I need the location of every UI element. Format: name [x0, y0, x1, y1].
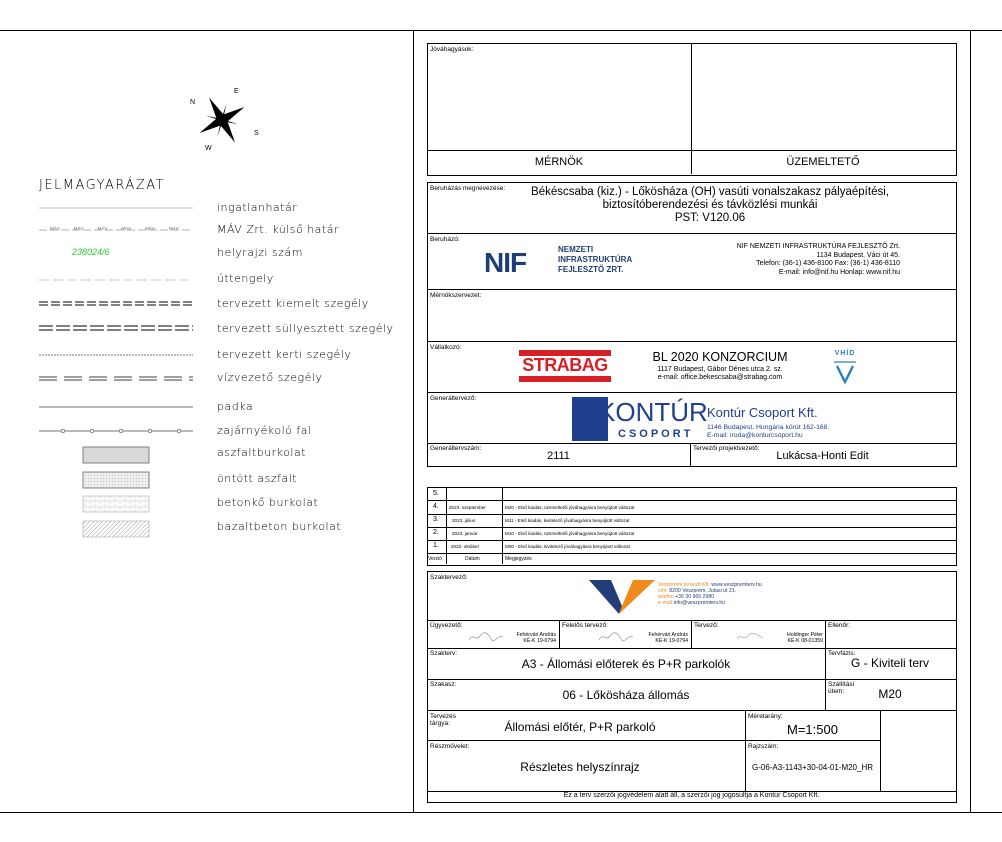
divider	[691, 43, 692, 174]
sheet-border-bottom	[0, 812, 1002, 813]
nif-logo: NIF	[484, 247, 527, 278]
strabag-logo	[519, 350, 611, 382]
investor-contact	[700, 243, 900, 277]
delivery-label-2: ütem:	[828, 688, 845, 695]
legend-item: tervezett kerti szegély	[217, 348, 352, 361]
specialist-contact	[658, 582, 762, 606]
sheet-border-right	[970, 30, 971, 812]
signer-role: Tervező:	[694, 622, 719, 629]
scale-label: Méretarány:	[748, 713, 783, 720]
legend-item: betonkő burkolat	[217, 496, 319, 509]
vhid-logo-icon	[834, 360, 856, 384]
rev-num: 5.	[433, 490, 439, 497]
signature-icon	[598, 630, 634, 644]
divider	[427, 740, 881, 741]
legend-symbols	[0, 0, 413, 560]
subject-label-1: Tervezés	[430, 713, 457, 720]
mav-tag: MÁV	[97, 226, 108, 231]
compass-e: E	[234, 88, 239, 95]
divider	[427, 341, 956, 342]
legend-title: JELMAGYARÁZAT	[39, 178, 166, 193]
nif-logo-text	[558, 245, 632, 275]
signer-name: Holdinger Péter	[786, 632, 823, 638]
nif-logo-line: NEMZETI	[558, 245, 594, 254]
contractor-email: e-mail: office.bekescsaba@strabag.com	[657, 374, 783, 381]
project-title-1: Békéscsaba (kiz.) - Lőkösháza (OH) vasúti vonalszakasz pályaépítési,	[531, 186, 889, 198]
contractor-label: Vállalkozó:	[430, 344, 462, 351]
contractor-address: 1117 Budapest, Gábor Dénes utca 2. sz.	[657, 366, 783, 373]
investor-label: Beruházó:	[430, 236, 460, 243]
rev-date: 2023. szeptember	[449, 505, 486, 510]
divider	[427, 648, 956, 649]
legend-item: helyrajzi szám	[217, 246, 303, 259]
divider	[446, 487, 447, 564]
vhid-logo-text: VHÍD	[834, 350, 856, 357]
rev-desc: M00 - Első kiadás, kivitelező jóváhagyásra benyújtott változat	[505, 544, 630, 549]
signer-id: KÉ-K 19-0794	[523, 638, 556, 644]
compass-w: W	[205, 145, 212, 152]
divider	[502, 487, 503, 564]
legend-item: öntött aszfalt	[217, 472, 298, 485]
section-label: Szakasz:	[430, 681, 457, 688]
divider	[427, 553, 956, 554]
divider	[691, 620, 692, 648]
rev-date: 2022. október	[451, 544, 480, 549]
nif-logo-line: INFRASTRUKTÚRA	[558, 255, 633, 264]
kontur-address: 1146 Budapest, Hungária körút 162-168.	[707, 424, 830, 431]
contractor-name: BL 2020 KONZORCIUM	[652, 350, 788, 364]
project-manager-label: Tervezői projektvezető:	[693, 445, 760, 452]
legend-item: úttengely	[217, 272, 274, 285]
specialist-addr-label: cím:	[658, 588, 668, 594]
part: Részletes helyszínrajz	[520, 760, 640, 774]
legend-item: tervezett süllyesztett szegély	[217, 322, 394, 335]
divider	[427, 392, 956, 393]
mav-tag: MÁV	[121, 226, 132, 231]
project-title-3: PST: V120.06	[674, 212, 746, 224]
section: 06 - Lőkösháza állomás	[562, 688, 690, 702]
rev-num: 2.	[433, 529, 439, 536]
phase-label: Tervfázis:	[828, 650, 856, 657]
specialist-email-label: e-mail	[658, 600, 673, 606]
contract-no-label: Generáltervszám:	[430, 445, 482, 452]
specialist-company: Veszprémi tervező Kft.	[658, 582, 710, 588]
copyright-note: Ez a terv szerzői jogvédelem alatt áll, a szerzői jog jogosultja a Kontúr Csoport Kft.	[563, 792, 820, 799]
specialist-email: info@veszpremterv.hu	[673, 600, 726, 606]
legend-item: MÁV Zrt. külső határ	[217, 223, 340, 236]
divider	[427, 710, 956, 711]
general-designer-label: Generáltervező:	[430, 395, 477, 402]
investor-line: E-mail: info@nif.hu Honlap: www.nif.hu	[778, 268, 900, 276]
divider	[427, 233, 956, 234]
legend-item: vízvezető szegély	[217, 371, 323, 384]
approvals-label: Jóváhagyások:	[430, 46, 474, 53]
mav-tag: MÁV	[50, 226, 60, 231]
divider	[427, 679, 956, 680]
contract-no: 2111	[547, 450, 570, 462]
project-manager: Lukácsa-Honti Edit	[776, 450, 869, 462]
discipline: A3 - Állomási előterek és P+R parkolók	[521, 657, 731, 671]
divider	[427, 540, 956, 541]
investor-line: Telefon: (36-1) 436-8100 Fax: (36-1) 436-8110	[756, 260, 900, 267]
engineer-label: Mérnökszervezet:	[430, 292, 482, 299]
subject: Állomási előtér, P+R parkoló	[504, 720, 656, 734]
legend-item: aszfaltburkolat	[217, 446, 307, 459]
part-label: Részművelet:	[430, 743, 470, 750]
drawing-no-label: Rajzszám:	[748, 743, 779, 750]
rev-num: 3.	[433, 516, 439, 523]
rev-header-num: Verzió	[428, 556, 442, 562]
specialist-phone-label: telefon	[658, 594, 674, 600]
divider	[427, 500, 956, 501]
rev-date: 2023. július	[452, 518, 476, 523]
signer-name: Fehérvári András	[648, 632, 688, 638]
subject-label-2: tárgya:	[430, 720, 450, 727]
project-title-2: biztosítóberendezési és távközlési munkái	[602, 199, 818, 211]
kontur-email: E-mail: iroda@konturcsoport.hu	[707, 432, 803, 439]
signature-icon	[736, 630, 764, 644]
signer-name: Fehérvári András	[516, 632, 556, 638]
specialist-web: www.veszpremterv.hu	[711, 582, 762, 588]
phase: G - Kiviteli terv	[850, 656, 929, 670]
rev-num: 1.	[433, 542, 439, 549]
kontur-logo-word: KONTÚR	[598, 397, 708, 427]
delivery-label-1: Szállítási	[828, 681, 855, 688]
divider	[427, 527, 956, 528]
divider	[427, 150, 956, 151]
rev-desc: M20 - Első kiadás, üzemeltetői jóváhagyásra benyújtott változat	[505, 505, 635, 510]
rev-header-date: Dátum	[465, 556, 480, 562]
specialist-addr: 8200 Veszprém, Jutasi út 21.	[669, 588, 737, 594]
signer-role: Ügyvezető:	[430, 622, 463, 629]
signature-icon	[468, 630, 504, 644]
signer-role: Ellenőr:	[828, 622, 851, 629]
compass-s: S	[254, 130, 259, 137]
sheet-divider	[413, 30, 414, 812]
rev-desc: M11 - Első kiadás, kivitelező jóváhagyásra benyújtott változat	[505, 518, 630, 523]
legend-item: tervezett kiemelt szegély	[217, 297, 369, 310]
parcel-number-sample: 238024/6	[72, 247, 110, 257]
rev-desc: M10 - Első kiadás, üzemeltetői jóváhagyásra benyújtott változat	[505, 531, 635, 536]
mav-line-tags	[50, 226, 200, 231]
signer-role: Felelős tervező:	[562, 622, 608, 629]
signer-id: KÉ-K 19-0794	[655, 638, 688, 644]
discipline-label: Szakterv:	[430, 650, 458, 657]
nif-logo-line: FEJLESZTŐ ZRT.	[558, 265, 624, 274]
legend-item: bazaltbeton burkolat	[217, 520, 342, 533]
signer-id: KÉ-K 08-01359	[787, 638, 823, 644]
investor-line: NIF NEMZETI INFRASTRUKTÚRA FEJLESZTŐ Zrt.	[736, 243, 900, 250]
kontur-logo-sub: CSOPORT	[618, 428, 694, 440]
veszprem-terv-logo-icon	[589, 580, 655, 614]
specialist-label: Szaktervező:	[430, 574, 468, 581]
rev-num: 4.	[433, 503, 439, 510]
rev-date: 2023. január	[452, 531, 478, 536]
drawing-no: G-06-A3-1143+30-04-01-M20_HR	[751, 763, 874, 772]
legend-item: ingatlanhatár	[217, 201, 298, 214]
specialist-phone: +36 30 965 2980	[675, 594, 715, 600]
divider	[427, 289, 956, 290]
divider	[559, 620, 560, 648]
divider	[427, 443, 956, 444]
project-label: Beruházás megnevezése:	[430, 185, 506, 192]
approval-operator: ÜZEMELTETŐ	[786, 156, 860, 168]
rev-header-desc: Megjegyzés	[505, 556, 532, 562]
legend-item: padka	[217, 400, 254, 413]
legend-item: zajárnyékoló fal	[217, 424, 312, 437]
kontur-name: Kontúr Csoport Kft.	[707, 405, 818, 420]
divider	[880, 710, 881, 791]
mav-tag: MÁV	[168, 226, 179, 231]
mav-tag: MÁV	[73, 226, 84, 231]
mav-tag: MÁV	[145, 226, 155, 231]
approval-engineer: MÉRNÖK	[534, 156, 584, 168]
compass-n: N	[190, 99, 196, 106]
strabag-logo-text: STRABAG	[522, 355, 608, 375]
investor-line: 1134 Budapest, Váci út 45.	[816, 251, 900, 259]
delivery: M20	[878, 687, 902, 701]
divider	[427, 514, 956, 515]
scale: M=1:500	[787, 722, 838, 737]
